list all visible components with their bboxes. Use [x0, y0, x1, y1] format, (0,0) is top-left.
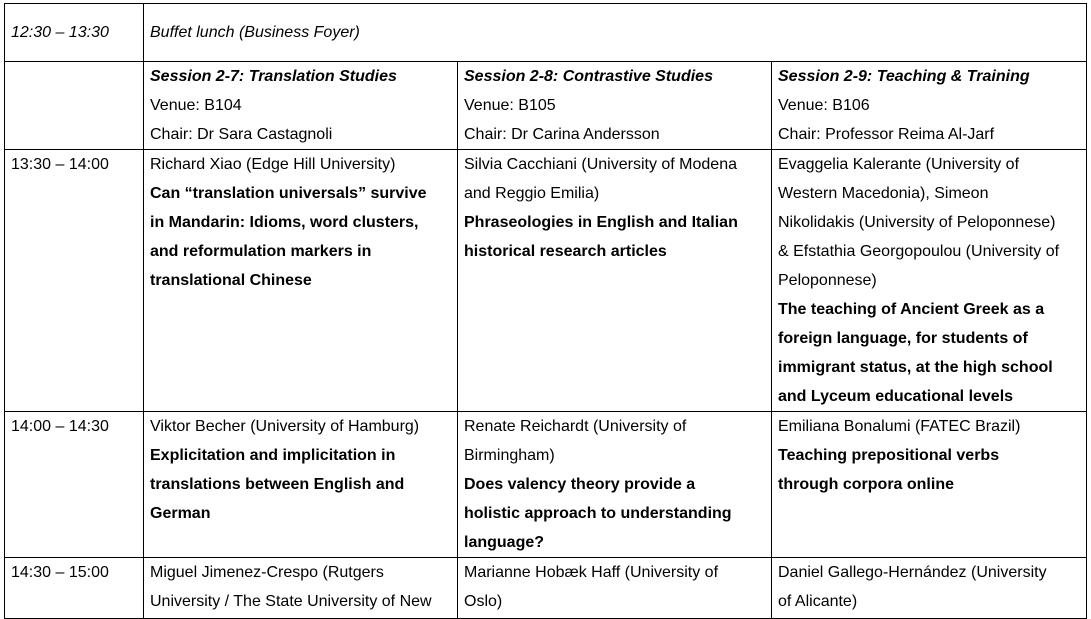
talk-cell [772, 150, 1087, 412]
slot-row [5, 558, 1087, 619]
talk-author-line: Richard Xiao (Edge Hill University) [150, 156, 396, 173]
slot-time: 14:30 – 15:00 [11, 564, 109, 581]
lunch-time-cell [5, 4, 144, 62]
talk-author-line: Evaggelia Kalerante (University of [778, 156, 1020, 173]
slot-time-cell [5, 412, 144, 558]
session-venue: Venue: B106 [778, 97, 870, 114]
talk-author-line: Birmingham) [464, 447, 555, 464]
talk-title-line: foreign language, for students of [778, 330, 1028, 347]
talk-title-line: language? [464, 534, 545, 551]
talk-author-line: Silvia Cacchiani (University of Modena [464, 156, 737, 173]
session-chair: Chair: Dr Sara Castagnoli [150, 126, 333, 143]
lunch-cell [144, 4, 1087, 62]
talk-cell [772, 558, 1087, 619]
talk-title-line: The teaching of Ancient Greek as a [778, 301, 1045, 318]
schedule-table [4, 3, 1087, 619]
talk-author-line: and Reggio Emilia) [464, 185, 600, 202]
talk-author-line: Renate Reichardt (University of [464, 418, 687, 435]
slot-time-cell [5, 558, 144, 619]
talk-cell [144, 412, 458, 558]
talk-title-line: Teaching prepositional verbs [778, 447, 1000, 464]
talk-title-line: holistic approach to understanding [464, 505, 732, 522]
talk-title-line: and Lyceum educational levels [778, 388, 1014, 405]
session-chair: Chair: Dr Carina Andersson [464, 126, 660, 143]
talk-author-line: Marianne Hobæk Haff (University of [464, 564, 719, 581]
talk-title-line: Can “translation universals” survive [150, 185, 427, 202]
talk-title-line: through corpora online [778, 476, 954, 493]
talk-title-line: translational Chinese [150, 272, 312, 289]
talk-title-line: Explicitation and implicitation in [150, 447, 396, 464]
talk-cell [772, 412, 1087, 558]
empty-time-cell [5, 62, 144, 150]
talk-title-line: and reformulation markers in [150, 243, 372, 260]
talk-author-line: Western Macedonia), Simeon [778, 185, 989, 202]
talk-author-line: Nikolidakis (University of Peloponnese) [778, 214, 1056, 231]
lunch-label: Buffet lunch (Business Foyer) [150, 24, 360, 41]
session-header-cell [144, 62, 458, 150]
lunch-time: 12:30 – 13:30 [11, 24, 109, 41]
talk-cell [458, 412, 772, 558]
talk-author-line: Emiliana Bonalumi (FATEC Brazil) [778, 418, 1021, 435]
slot-time-cell [5, 150, 144, 412]
slot-time: 13:30 – 14:00 [11, 156, 109, 173]
talk-author-line: Miguel Jimenez-Crespo (Rutgers [150, 564, 384, 581]
session-header-cell [772, 62, 1087, 150]
talk-title-line: in Mandarin: Idioms, word clusters, [150, 214, 419, 231]
session-title: Session 2-9: Teaching & Training [778, 68, 1030, 85]
talk-author-line: Viktor Becher (University of Hamburg) [150, 418, 420, 435]
talk-author-line: Oslo) [464, 593, 503, 610]
slot-time: 14:00 – 14:30 [11, 418, 109, 435]
talk-cell [144, 558, 458, 619]
session-header-cell [458, 62, 772, 150]
talk-cell [144, 150, 458, 412]
session-venue: Venue: B104 [150, 97, 242, 114]
talk-title-line: historical research articles [464, 243, 667, 260]
talk-author-line: & Efstathia Georgopoulou (University of [778, 243, 1060, 260]
talk-author-line: Daniel Gallego-Hernández (University [778, 564, 1047, 581]
lunch-row [5, 4, 1087, 62]
session-title: Session 2-7: Translation Studies [150, 68, 397, 85]
talk-cell [458, 558, 772, 619]
talk-title-line: translations between English and [150, 476, 405, 493]
talk-title-line: immigrant status, at the high school [778, 359, 1053, 376]
session-chair: Chair: Professor Reima Al-Jarf [778, 126, 995, 143]
talk-author-line: University / The State University of New [150, 593, 432, 610]
talk-title-line: Phraseologies in English and Italian [464, 214, 738, 231]
slot-row [5, 412, 1087, 558]
talk-author-line: Peloponnese) [778, 272, 877, 289]
session-venue: Venue: B105 [464, 97, 556, 114]
talk-author-line: of Alicante) [778, 593, 858, 610]
session-header-row [5, 62, 1087, 150]
talk-title-line: Does valency theory provide a [464, 476, 696, 493]
slot-row [5, 150, 1087, 412]
talk-title-line: German [150, 505, 211, 522]
talk-cell [458, 150, 772, 412]
session-title: Session 2-8: Contrastive Studies [464, 68, 713, 85]
